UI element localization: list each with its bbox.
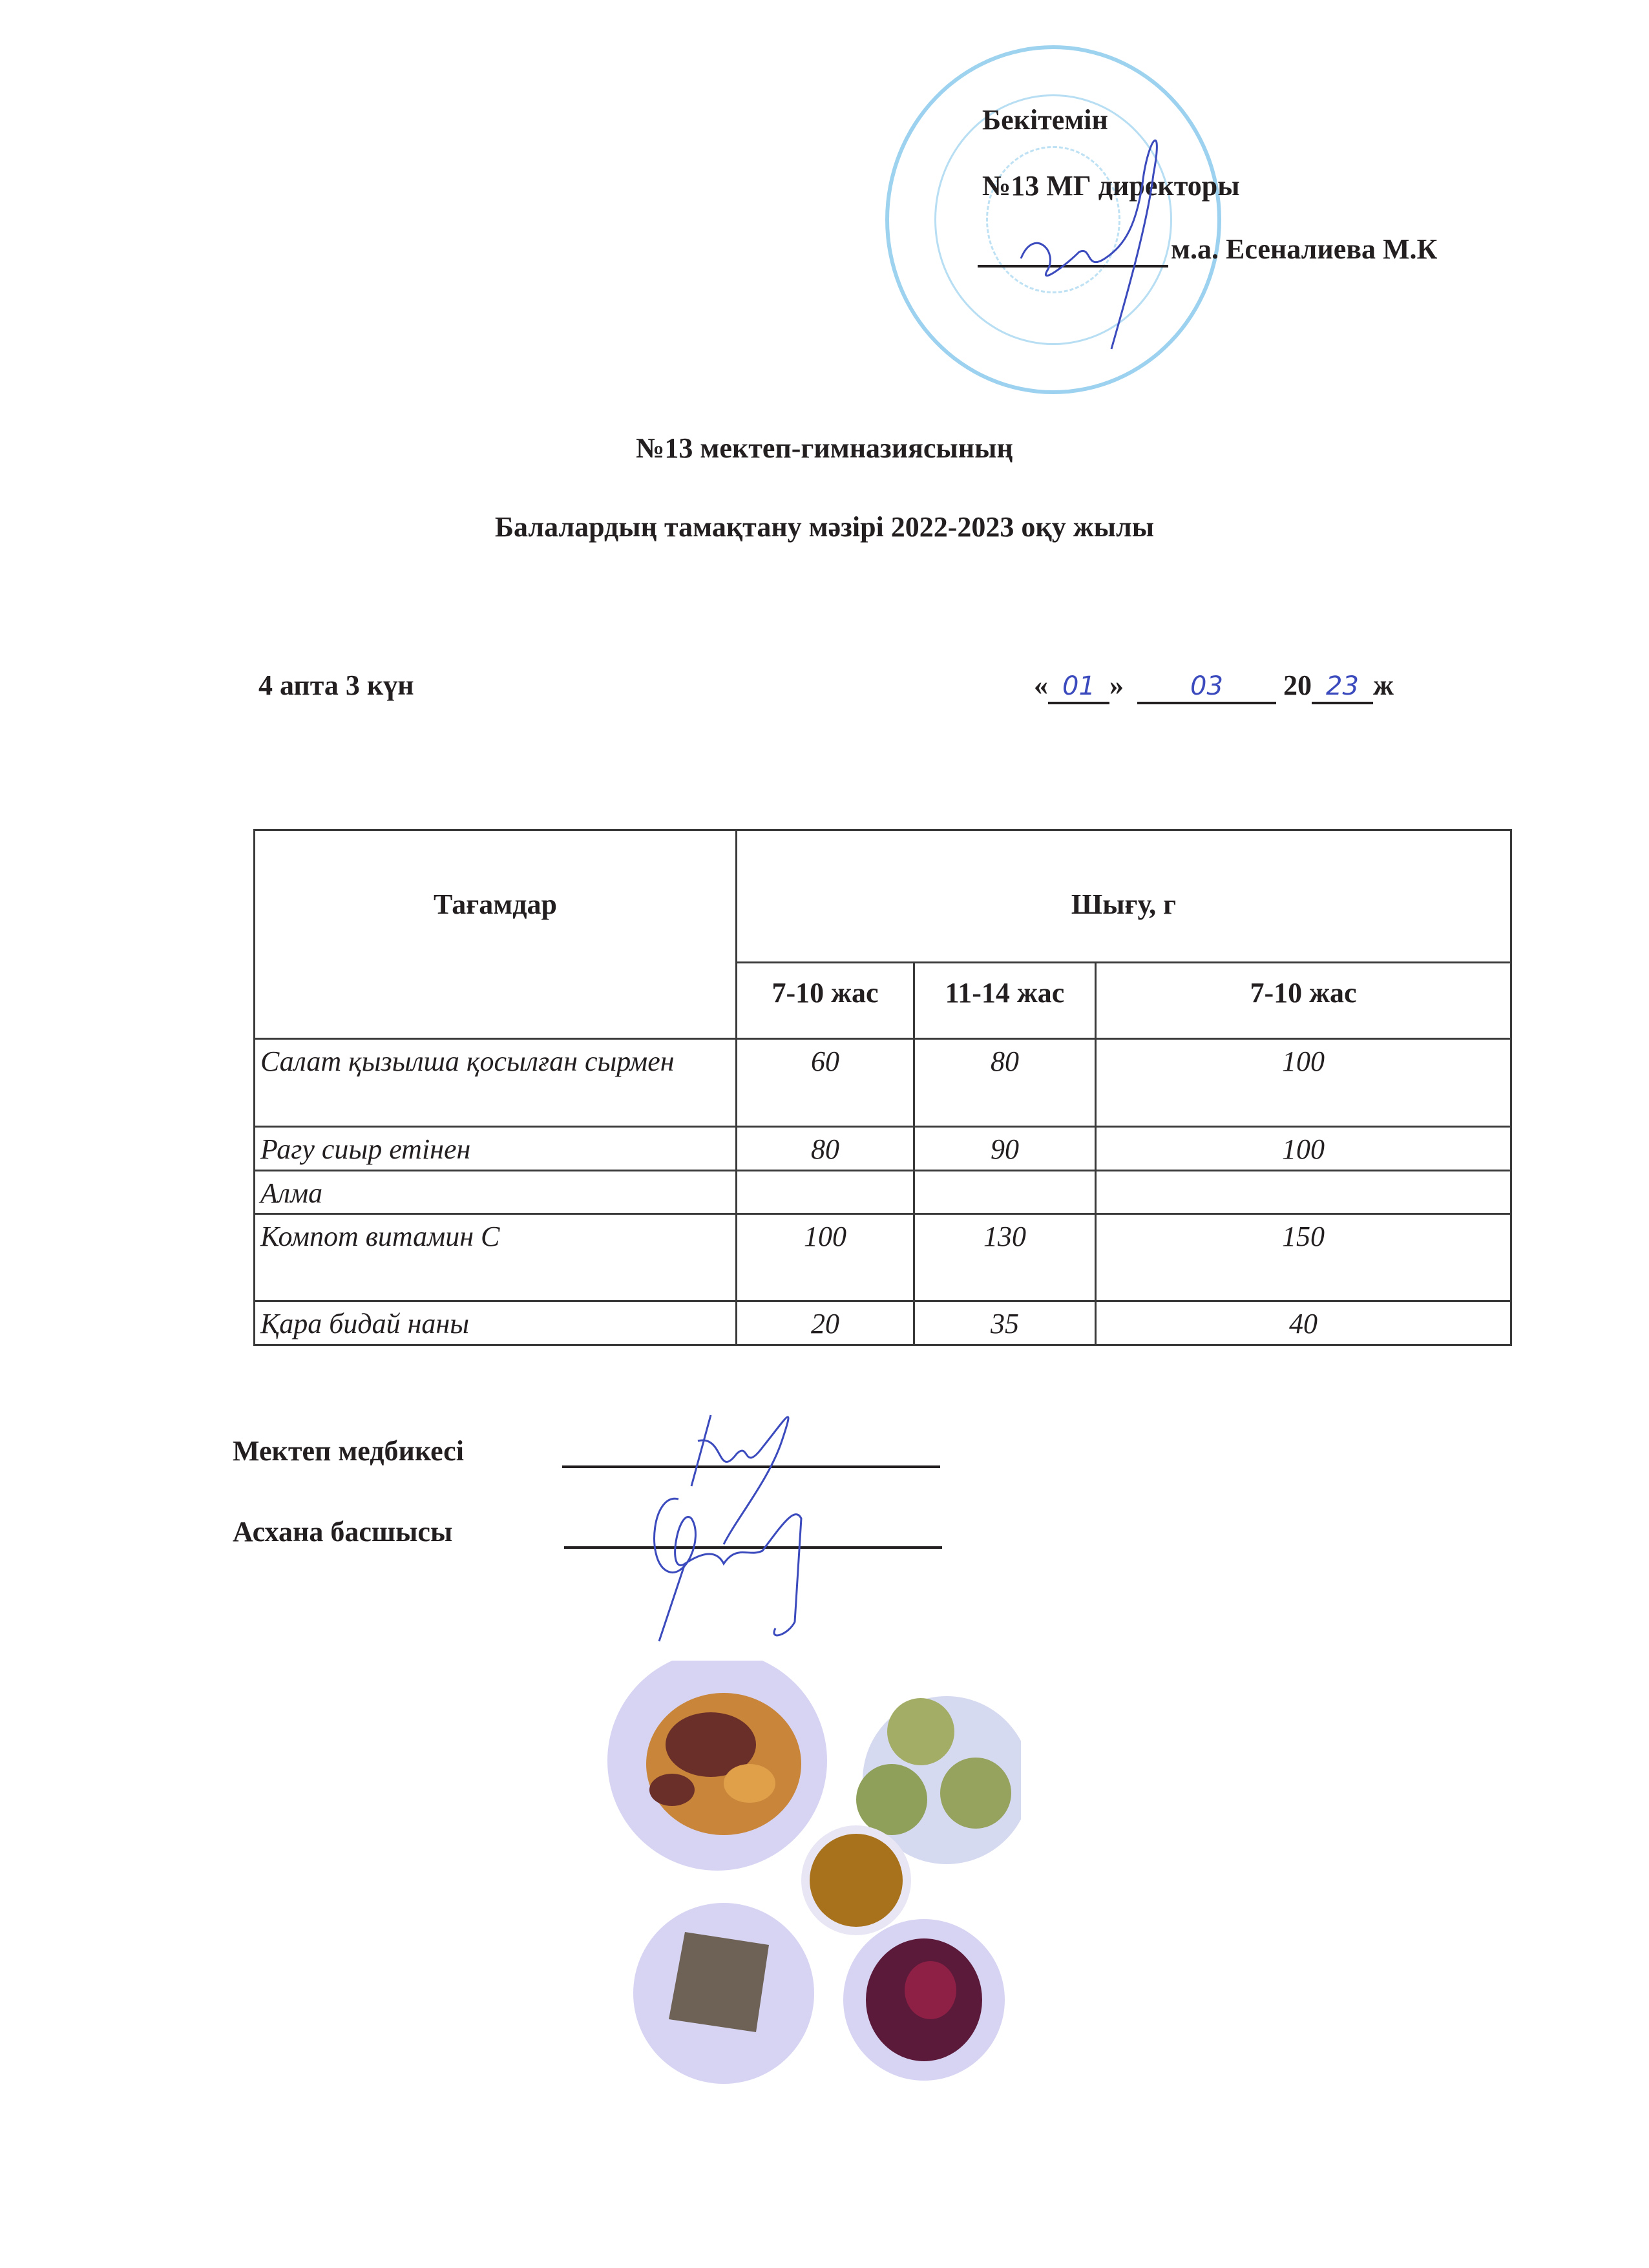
date-month-field bbox=[1137, 669, 1276, 704]
date-line bbox=[1034, 669, 1394, 704]
bread-plate bbox=[633, 1903, 814, 2084]
table-row bbox=[255, 1214, 1511, 1301]
table-row bbox=[255, 1171, 1511, 1214]
header-food: Тағамдар bbox=[255, 830, 737, 1039]
header-row bbox=[255, 830, 1511, 963]
value-age-1: 20 bbox=[737, 1301, 914, 1345]
value-age-3: 150 bbox=[1096, 1214, 1511, 1301]
canteen-head-label: Асхана басшысы bbox=[233, 1516, 453, 1548]
value-age-3 bbox=[1096, 1171, 1511, 1214]
value-age-2: 90 bbox=[914, 1127, 1096, 1171]
approval-heading: Бекітемін bbox=[982, 104, 1108, 136]
approval-name: м.а. Есеналиева М.К bbox=[1171, 233, 1438, 265]
value-age-2 bbox=[914, 1171, 1096, 1214]
nurse-label: Мектеп медбикесі bbox=[233, 1435, 464, 1467]
age-group-3: 7-10 жас bbox=[1096, 963, 1511, 1039]
date-month: 03 bbox=[1190, 671, 1223, 701]
value-age-2: 35 bbox=[914, 1301, 1096, 1345]
value-age-2: 130 bbox=[914, 1214, 1096, 1301]
director-signature bbox=[1008, 97, 1176, 355]
food-name: Компот витамин С bbox=[255, 1214, 737, 1301]
value-age-1: 80 bbox=[737, 1127, 914, 1171]
value-age-1: 60 bbox=[737, 1039, 914, 1127]
value-age-2: 80 bbox=[914, 1039, 1096, 1127]
date-year: 23 bbox=[1326, 671, 1359, 701]
value-age-1 bbox=[737, 1171, 914, 1214]
week-day-label: 4 апта 3 күн bbox=[258, 669, 414, 701]
date-year-field bbox=[1312, 669, 1373, 704]
value-age-3: 100 bbox=[1096, 1127, 1511, 1171]
value-age-1: 100 bbox=[737, 1214, 914, 1301]
compote-cup bbox=[801, 1825, 911, 1935]
age-group-1: 7-10 жас bbox=[737, 963, 914, 1039]
date-year-unit: ж bbox=[1373, 669, 1394, 701]
table-row bbox=[255, 1039, 1511, 1127]
menu-table bbox=[253, 829, 1512, 1346]
table-row bbox=[255, 1127, 1511, 1171]
food-name: Алма bbox=[255, 1171, 737, 1214]
date-day-field bbox=[1048, 669, 1109, 704]
table-row bbox=[255, 1301, 1511, 1345]
food-name: Қара бидай наны bbox=[255, 1301, 737, 1345]
value-age-3: 40 bbox=[1096, 1301, 1511, 1345]
date-close-quote: » bbox=[1109, 669, 1124, 701]
approval-director: №13 МГ директоры bbox=[982, 170, 1240, 202]
beet-salad-plate bbox=[843, 1919, 1005, 2081]
date-year-prefix: 20 bbox=[1283, 669, 1312, 701]
school-title: №13 мектеп-гимназиясының bbox=[636, 432, 1013, 464]
header-output: Шығу, г bbox=[737, 830, 1511, 963]
value-age-3: 100 bbox=[1096, 1039, 1511, 1127]
menu-title: Балалардың тамақтану мәзірі 2022-2023 оқу жылы bbox=[494, 511, 1155, 543]
food-name: Салат қызылша қосылған сырмен bbox=[255, 1039, 737, 1127]
age-group-2: 11-14 жас bbox=[914, 963, 1096, 1039]
date-day: 01 bbox=[1062, 671, 1095, 701]
date-open-quote: « bbox=[1034, 669, 1048, 701]
food-name: Рагу сиыр етінен bbox=[255, 1127, 737, 1171]
meal-photo bbox=[594, 1661, 1021, 2113]
canteen-head-signature bbox=[640, 1480, 872, 1648]
stew-plate bbox=[607, 1661, 827, 1871]
